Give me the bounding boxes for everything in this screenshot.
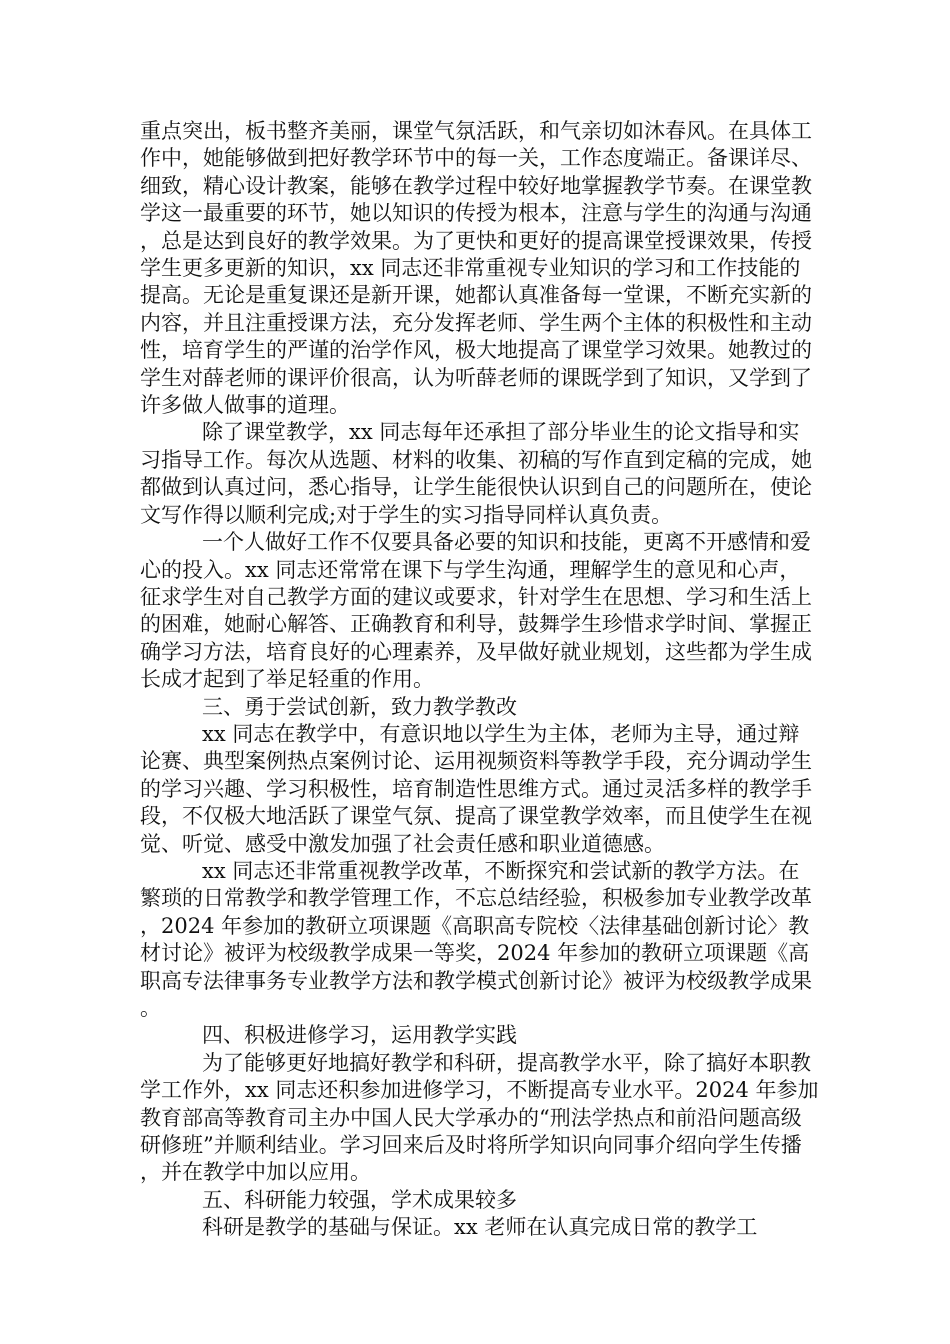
section-heading-innovation: 三、勇于尝试创新，致力教学教改 bbox=[202, 694, 517, 719]
paragraph-thesis-guidance: 除了课堂教学，xx 同志每年还承担了部分毕业生的论文指导和实习指导工作。每次从选题、材料的收集、初稿的写作直到定稿的完成，她都做到认真过问，悉心指导，让学生能很快认识到自己的问题所在，使论文写作得以顺利完成;对于学生的实习指导同样认真负责。 bbox=[140, 420, 812, 527]
paragraph-student-care: 一个人做好工作不仅要具备必要的知识和技能，更离不开感情和爱心的投入。xx 同志还常常在课下与学生沟通，理解学生的意见和心声，征求学生对自己教学方面的建议或要求，针对学生在思想、学习和生活上的困难，她耐心解答、正确教育和利导，鼓舞学生珍惜求学时间、掌握正确学习方法，培育良好的心理素养，及早做好就业规划，这些都为学生成长成才起到了举足轻重的作用。 bbox=[140, 530, 812, 692]
document-body bbox=[140, 118, 820, 1242]
paragraph-further-study: 为了能够更好地搞好教学和科研，提高教学水平，除了搞好本职教学工作外，xx 同志还积参加进修学习，不断提高专业水平。2024 年参加教育部高等教育司主办中国人民大学承办的“刑法学热点和前沿问题高级研修班”并顺利结业。学习回来后及时将所学知识向同事介绍向学生传播，并在教学中加以应用。 bbox=[140, 1050, 819, 1185]
paragraph-teaching-quality: 重点突出，板书整齐美丽，课堂气氛活跃，和气亲切如沐春风。在具体工作中，她能够做到把好教学环节中的每一关，工作态度端正。备课详尽、细致，精心设计教案，能够在教学过程中较好地掌握教学节奏。在课堂教学这一最重要的环节，她以知识的传授为根本，注意与学生的沟通与沟通，总是达到良好的教学效果。为了更快和更好的提高课堂授课效果，传授学生更多更新的知识，xx 同志还非常重视专业知识的学习和工作技能的提高。无论是重复课还是新开课，她都认真准备每一堂课，不断充实新的内容，并且注重授课方法，充分发挥老师、学生两个主体的积极性和主动性，培育学生的严谨的治学作风，极大地提高了课堂学习效果。她教过的学生对薛老师的课评价很高，认为听薛老师的课既学到了知识，又学到了许多做人做事的道理。 bbox=[140, 119, 812, 418]
paragraph-teaching-methods: xx 同志在教学中，有意识地以学生为主体，老师为主导，通过辩论赛、典型案例热点案例讨论、运用视频资料等教学手段，充分调动学生的学习兴趣、学习积极性，培育制造性思维方式。通过灵活多样的教学手段，不仅极大地活跃了课堂气氛、提高了课堂教学效率，而且使学生在视觉、听觉、感受中激发加强了社会责任感和职业道德感。 bbox=[140, 721, 812, 856]
paragraph-research: 科研是教学的基础与保证。xx 老师在认真完成日常的教学工 bbox=[202, 1215, 758, 1240]
section-heading-research: 五、科研能力较强，学术成果较多 bbox=[202, 1187, 517, 1212]
paragraph-teaching-reform: xx 同志还非常重视教学改革，不断探究和尝试新的教学方法。在繁琐的日常教学和教学管理工作，不忘总结经验，积极参加专业教学改革，2024 年参加的教研立项课题《高职高专院校〈法律基础创新讨论〉教材讨论》被评为校级教学成果一等奖，2024 年参加的教研立项课题《高职高专法律事务专业教学方法和教学模式创新讨论》被评为校级教学成果。 bbox=[140, 858, 812, 1020]
section-heading-further-study: 四、积极进修学习，运用教学实践 bbox=[202, 1023, 517, 1048]
